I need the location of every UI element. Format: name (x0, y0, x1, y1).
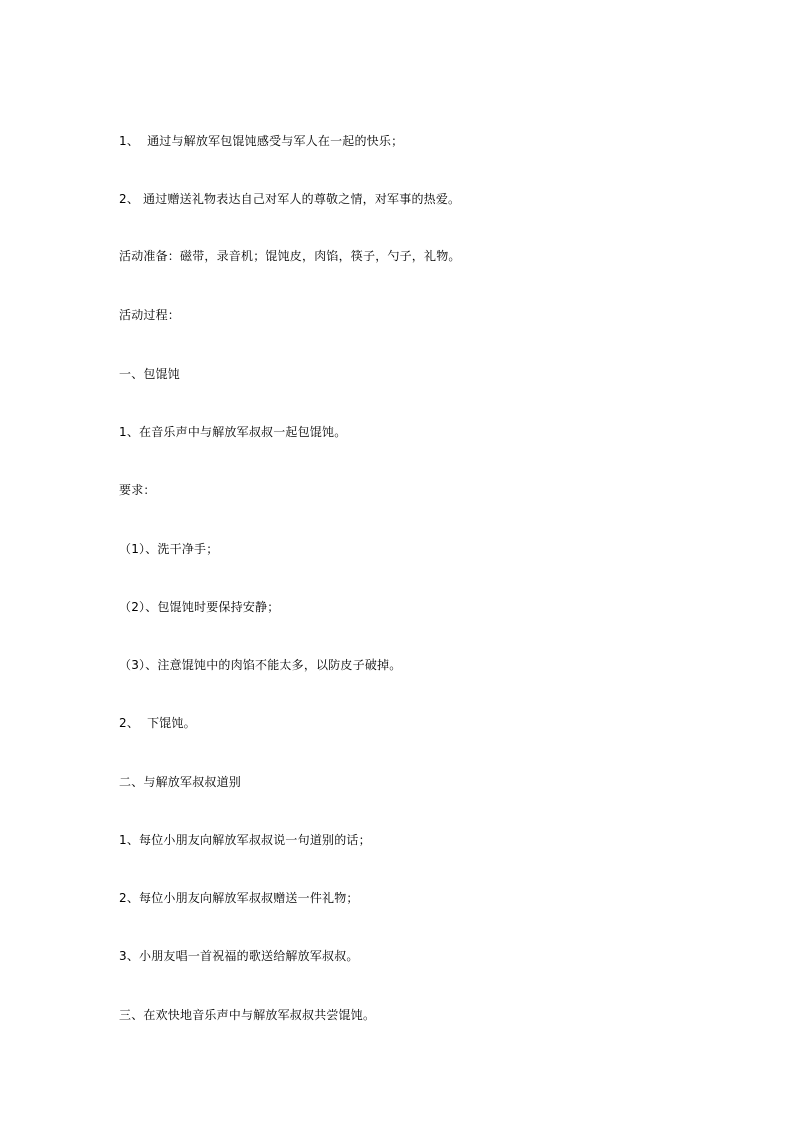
section-2-step-1: 1、每位小朋友向解放军叔叔说一句道别的话； (119, 833, 371, 847)
goal-1: 1、 通过与解放军包馄饨感受与军人在一起的快乐； (119, 134, 404, 148)
activity-process-heading: 活动过程： (119, 308, 181, 322)
activity-preparation: 活动准备：磁带，录音机；馄饨皮，肉馅，筷子，勺子，礼物。 (119, 249, 461, 263)
goal-2: 2、 通过赠送礼物表达自己对军人的尊敬之情，对军事的热爱。 (119, 192, 461, 206)
requirement-1: （1）、洗干净手； (119, 542, 219, 556)
requirement-3: （3）、注意馄饨中的肉馅不能太多，以防皮子破掉。 (119, 658, 402, 672)
section-1-step-2: 2、 下馄饨。 (119, 716, 196, 730)
requirements-heading: 要求： (119, 483, 156, 497)
section-1-step-1: 1、在音乐声中与解放军叔叔一起包馄饨。 (119, 425, 347, 439)
section-3-heading: 三、在欢快地音乐声中与解放军叔叔共尝馄饨。 (119, 1008, 376, 1022)
section-1-heading: 一、包馄饨 (119, 367, 181, 381)
section-2-step-2: 2、每位小朋友向解放军叔叔赠送一件礼物； (119, 891, 359, 905)
section-2-heading: 二、与解放军叔叔道别 (119, 775, 242, 789)
requirement-2: （2）、包馄饨时要保持安静； (119, 600, 280, 614)
section-2-step-3: 3、小朋友唱一首祝福的歌送给解放军叔叔。 (119, 949, 359, 963)
